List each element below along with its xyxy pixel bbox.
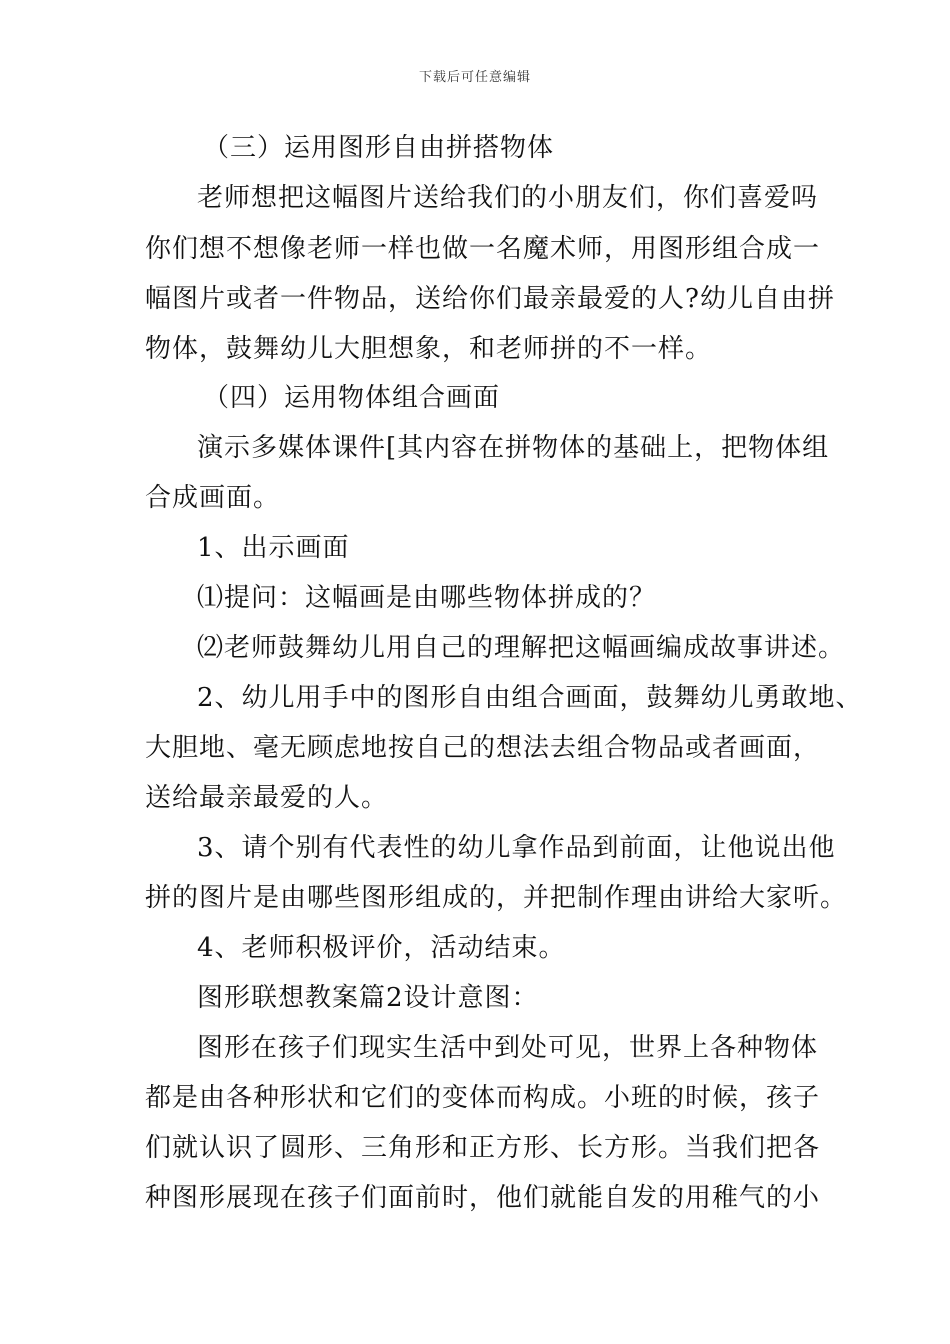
paragraph-line: 们就认识了圆形、三角形和正方形、长方形。当我们把各	[145, 1133, 821, 1163]
paragraph-line: 合成画面。	[145, 483, 281, 513]
paragraph-line: 老师想把这幅图片送给我们的小朋友们，你们喜爱吗	[197, 183, 819, 213]
paragraph-line: 幅图片或者一件物品，送给你们最亲最爱的人?幼儿自由拼	[145, 284, 835, 314]
paragraph-line: 种图形展现在孩子们面前时，他们就能自发的用稚气的小	[145, 1183, 821, 1213]
header-note: 下载后可任意编辑	[418, 70, 531, 85]
section-heading: （三）运用图形自由拼搭物体	[203, 133, 555, 163]
list-item: ⑵老师鼓舞幼儿用自己的理解把这幅画编成故事讲述。	[197, 633, 846, 663]
list-item: 2、幼儿用手中的图形自由组合画面，鼓舞幼儿勇敢地、	[197, 683, 863, 713]
paragraph-line: 演示多媒体课件[其内容在拼物体的基础上，把物体组	[197, 433, 830, 463]
paragraph-line: 都是由各种形状和它们的变体而构成。小班的时候，孩子	[145, 1083, 821, 1113]
paragraph-line: 送给最亲最爱的人。	[145, 783, 389, 813]
list-item: 1、出示画面	[197, 533, 350, 563]
paragraph-line: 图形在孩子们现实生活中到处可见，世界上各种物体	[197, 1033, 819, 1063]
paragraph-line: 大胆地、毫无顾虑地按自己的想法去组合物品或者画面，	[145, 733, 821, 763]
list-item: 3、请个别有代表性的幼儿拿作品到前面，让他说出他	[197, 833, 836, 863]
list-item: 4、老师积极评价，活动结束。	[197, 933, 566, 963]
section-heading: （四）运用物体组合画面	[203, 383, 501, 413]
paragraph-line: 你们想不想像老师一样也做一名魔术师，用图形组合成一	[145, 234, 821, 264]
paragraph-line: 拼的图片是由哪些图形组成的，并把制作理由讲给大家听。	[145, 883, 848, 913]
section-heading: 图形联想教案篇2设计意图：	[197, 983, 539, 1013]
list-item: ⑴提问：这幅画是由哪些物体拼成的？	[197, 583, 657, 613]
paragraph-line: 物体，鼓舞幼儿大胆想象，和老师拼的不一样。	[145, 334, 713, 364]
